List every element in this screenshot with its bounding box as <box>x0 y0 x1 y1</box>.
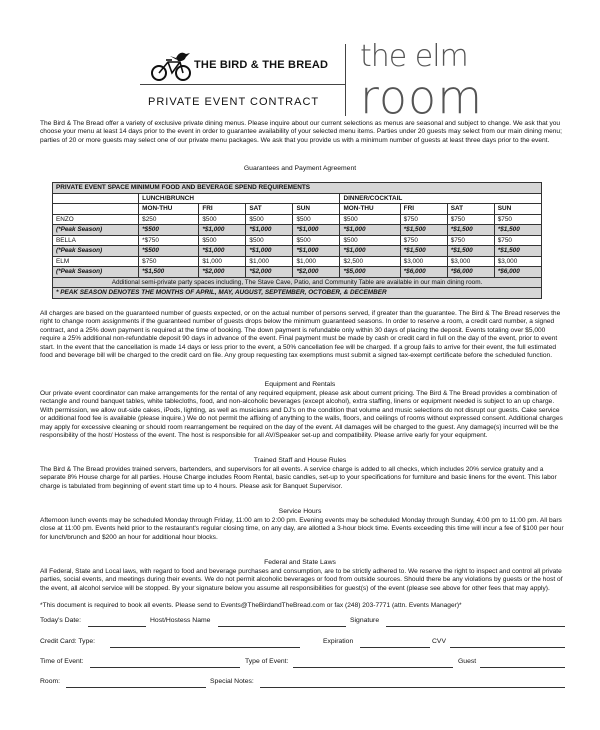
price-cell: *$1,500 <box>494 246 541 257</box>
table-title: PRIVATE EVENT SPACE MINIMUM FOOD AND BEVERAGE SPEND REQUIREMENTS <box>53 183 542 194</box>
table-row <box>53 267 542 278</box>
booking-notice: *This document is required to book all events. Please send to Events@TheBirdandTheBread.com or fax (248) 203-7771 (attn. Events Manager)* <box>40 602 462 609</box>
room-label: Room: <box>40 678 61 685</box>
price-cell: $750 <box>139 256 199 267</box>
price-cell: *$1,000 <box>199 246 246 257</box>
price-cell: $750 <box>447 214 494 225</box>
price-cell: *$1,500 <box>447 225 494 236</box>
table-row <box>53 235 542 246</box>
price-cell: *$2,000 <box>246 267 293 278</box>
header <box>0 0 600 124</box>
price-cell: $750 <box>400 214 447 225</box>
elm-logo-line1: the elm <box>360 39 468 74</box>
brand-name: THE BIRD & THE BREAD <box>194 59 329 71</box>
lunch-group-header: LUNCH/BRUNCH <box>139 193 340 204</box>
price-cell: $500 <box>340 214 400 225</box>
table-corner-cell <box>53 193 139 204</box>
host-name-label: Host/Hostess Name <box>150 617 211 624</box>
equipment-paragraph: Our private event coordinator can make arrangements for the rental of any required equipment, please ask about current pricing. The Bird & The Bread provides a combination of rectangle and round banquet tables, white tablecloths, food, and non-alcoholic beverages (except alcohol), extra staffing, linens or equipment needed is subject to an up charge. With permission, we allow out-side cakes, iPods, lighting, as well as musicians and DJ's on the condition that volume and music selections do not disrupt our guests. Cake service or additional food fee is available (please inquire.) We do not permit the affixing of anything to the walls, floors, and ceilings of rooms without expressed consent. Additional charges may apply for excessive cleaning or should room rearrangement be required on the day of the event. All damages will be charged to the guest. Any damage(s) incurred will be the responsibility of the host/ Hostess of the event. The host is responsible for all AV/Speaker set-up and compatibility. Please arrive early for your equipment. <box>40 390 563 440</box>
price-cell: *$1,000 <box>340 225 400 236</box>
price-cell: *$500 <box>139 225 199 236</box>
day-header: SUN <box>494 204 541 215</box>
price-cell: *$6,000 <box>494 267 541 278</box>
todays-date-label: Today's Date: <box>40 617 81 624</box>
price-cell: *$6,000 <box>447 267 494 278</box>
price-cell: $3,000 <box>447 256 494 267</box>
price-cell: $500 <box>246 235 293 246</box>
day-header: FRI <box>400 204 447 215</box>
form-row-room <box>40 678 565 688</box>
price-cell: *$1,500 <box>400 225 447 236</box>
room-name: (*Peak Season) <box>53 225 139 236</box>
room-name: (*Peak Season) <box>53 246 139 257</box>
room-name: ENZO <box>53 214 139 225</box>
price-cell: *$1,000 <box>293 225 340 236</box>
price-cell: *$1,000 <box>293 246 340 257</box>
guest-count-label: Guest <box>458 658 477 665</box>
day-header: FRI <box>199 204 246 215</box>
dinner-group-header: DINNER/COCKTAIL <box>340 193 542 204</box>
brand <box>150 48 328 82</box>
day-corner-cell <box>53 204 139 215</box>
table-note-peak-season: * PEAK SEASON DENOTES THE MONTHS OF APRIL, MAY, AUGUST, SEPTEMBER, OCTOBER, & DECEMBER <box>53 288 542 299</box>
guest-count-field[interactable] <box>480 667 565 668</box>
room-field[interactable] <box>66 687 206 688</box>
credit-card-field[interactable] <box>110 647 300 648</box>
form-row-names <box>40 617 565 627</box>
price-cell: *$1,500 <box>494 225 541 236</box>
bird-bicycle-logo-icon <box>150 48 194 82</box>
price-cell: $3,000 <box>400 256 447 267</box>
room-name: ELM <box>53 256 139 267</box>
time-of-event-label: Time of Event: <box>40 658 84 665</box>
credit-card-label: Credit Card: Type: <box>40 638 96 645</box>
expiration-field[interactable] <box>360 647 430 648</box>
elm-logo-line2: room <box>360 70 483 124</box>
price-cell: $750 <box>447 235 494 246</box>
day-header: SAT <box>246 204 293 215</box>
special-notes-label: Special Notes: <box>210 678 254 685</box>
price-cell: *$2,000 <box>293 267 340 278</box>
day-header: SUN <box>293 204 340 215</box>
price-cell: $500 <box>293 214 340 225</box>
price-cell: $500 <box>199 235 246 246</box>
special-notes-field[interactable] <box>260 687 565 688</box>
price-cell: $750 <box>494 235 541 246</box>
price-cell: *$1,000 <box>340 246 400 257</box>
staff-heading: Trained Staff and House Rules <box>253 457 347 464</box>
price-cell: $1,000 <box>293 256 340 267</box>
price-cell: $750 <box>400 235 447 246</box>
table-row <box>53 256 542 267</box>
price-cell: *$750 <box>139 235 199 246</box>
time-of-event-field[interactable] <box>90 667 240 668</box>
day-header: MON-THU <box>340 204 400 215</box>
price-cell: $750 <box>494 214 541 225</box>
price-cell: *$1,500 <box>139 267 199 278</box>
price-cell: $500 <box>293 235 340 246</box>
signature-field[interactable] <box>386 626 565 627</box>
table-row <box>53 246 542 257</box>
room-name: BELLA <box>53 235 139 246</box>
signature-label: Signature <box>350 617 380 624</box>
price-cell: $250 <box>139 214 199 225</box>
price-cell: *$2,000 <box>199 267 246 278</box>
table-row <box>53 214 542 225</box>
price-cell: *$1,000 <box>246 246 293 257</box>
table-row <box>53 225 542 236</box>
cvv-label: CVV <box>432 638 446 645</box>
elm-room-logo <box>360 39 483 124</box>
type-of-event-label: Type of Event: <box>245 658 289 665</box>
room-name: (*Peak Season) <box>53 267 139 278</box>
form-row-event <box>40 658 565 668</box>
host-name-field[interactable] <box>218 626 346 627</box>
price-cell: $500 <box>340 235 400 246</box>
price-cell: $1,000 <box>246 256 293 267</box>
price-cell: *$1,000 <box>199 225 246 236</box>
brand-divider <box>140 84 345 85</box>
price-cell: *$1,000 <box>246 225 293 236</box>
price-cell: *$1,500 <box>447 246 494 257</box>
day-header: MON-THU <box>139 204 199 215</box>
intro-paragraph: The Bird & The Bread offer a variety of exclusive private dining menus. Please inquire about our current selections as menus are seasonal and subject to change. We ask that you choose your menu at least 14 days prior to the event in order to guarantee availability of your selected menu items. Parties under 20 guests may select from our main dining menu; parties of 20 or more guests may select one of our private menu packages. We ask that you provide us with a minimum number of guests at least three days prior to the event. <box>40 120 562 144</box>
staff-paragraph: The Bird & The Bread provides trained servers, bartenders, and supervisors for all events. A service charge is added to all checks, which includes 20% service gratuity and a separate 8% House charge for all parties. House Charge includes Room Rental, basic candles, set-up to your specifications for furniture and basic linens for the event. This labor charge is tabulated from beginning of event start time up to 4 hours. Please ask for Banquet Supervisor. <box>40 466 557 490</box>
spend-requirements-table <box>52 182 542 299</box>
payment-paragraph: All charges are based on the guaranteed number of guests expected, or on the actual number of persons served, if greater than the guarantee. The Bird & The Bread reserves the right to change room assignments if the guaranteed number of guests drops below the minimum guaranteed seasons. In order to reserve a room, a credit card number, a signed contract, and a 25% down payment is required at the time of booking. The down payment is refundable only within 30 days of placing the deposit. Events totaling over $5,000 require a 25% additional non-refundable deposit 90 days in advance of the event. Final payment must be made by cash or credit card in full on the day of the event, prior to event start. In the event that the cancellation is made 14 days or less prior to the event, a 50% cancellation fee will be charged. If a group fails to arrive for their event, the full estimated food and beverage bill will be charged to the credit card on file. Any group requesting tax exemptions must submit a signed tax-exempt certificate before the scheduled function. <box>40 310 561 360</box>
todays-date-field[interactable] <box>88 626 146 627</box>
service-paragraph: Afternoon lunch events may be scheduled Monday through Friday, 11:00 am to 2:00 pm. Evening events may be scheduled Monday through Sunday, 4:00 pm to 11:00 pm. All bars close at 11:00 pm. Events held prior to the restaurant's regular closing time, on any day, are allotted a 3-hour block time. Events exceeding this time will incur a fee of $100 per hour for lunch/brunch and $200 an hour for additional hour blocks. <box>40 517 564 541</box>
type-of-event-field[interactable] <box>293 667 453 668</box>
price-cell: $500 <box>246 214 293 225</box>
form-row-card <box>40 638 565 648</box>
price-cell: $1,000 <box>199 256 246 267</box>
price-cell: *$6,000 <box>400 267 447 278</box>
federal-paragraph: All Federal, State and Local laws, with regard to food and beverage purchases and consumption, are to be strictly adhered to. We reserve the right to inspect and control all private parties, social events, and meetings during their events. We do not permit alcoholic beverages or food from outside sources. Should there be any violations by guests or the host of the event, all alcohol service will be stopped. By your signature below you assume all responsibilities for guest(s) of the event (please see above for other fees that may apply). <box>40 568 563 592</box>
table-note-semi-private: Additional semi-private party spaces including, The Stave Cave, Patio, and Community Table are available in our main dining room. <box>53 277 542 288</box>
price-cell: *$1,500 <box>400 246 447 257</box>
logo-divider <box>345 44 346 116</box>
service-heading: Service Hours <box>278 508 322 515</box>
price-cell: *$5,000 <box>340 267 400 278</box>
price-cell: $2,500 <box>340 256 400 267</box>
expiration-label: Expiration <box>323 638 354 645</box>
contract-title: PRIVATE EVENT CONTRACT <box>148 96 320 108</box>
cvv-field[interactable] <box>450 647 565 648</box>
equipment-heading: Equipment and Rentals <box>264 381 336 388</box>
price-cell: *$500 <box>139 246 199 257</box>
price-cell: $500 <box>199 214 246 225</box>
federal-heading: Federal and State Laws <box>264 559 336 566</box>
price-cell: $3,000 <box>494 256 541 267</box>
day-header: SAT <box>447 204 494 215</box>
guarantees-heading: Guarantees and Payment Agreement <box>243 165 357 172</box>
